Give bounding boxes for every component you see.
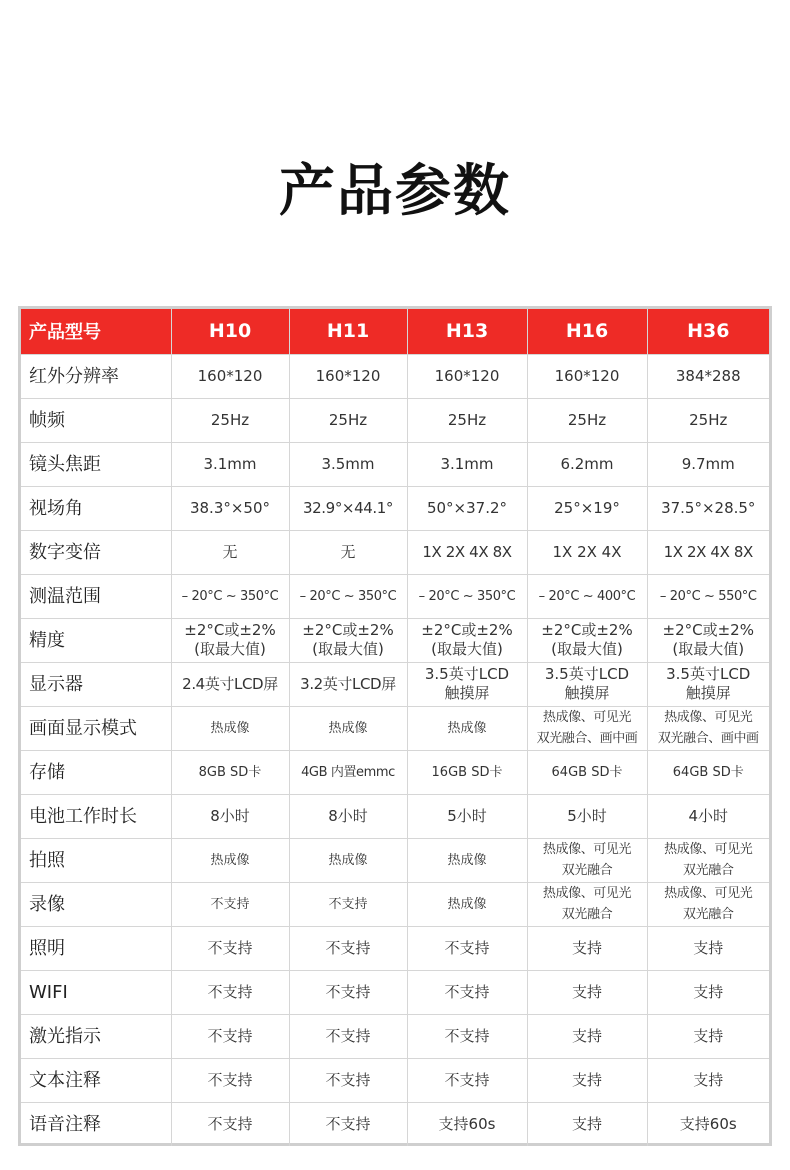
table-cell: 不支持 — [289, 1058, 407, 1102]
cell-line: ±2°C或±2% — [184, 621, 276, 639]
row-label: 拍照 — [21, 838, 171, 882]
cell-line: 热成像 — [447, 720, 487, 736]
table-row — [21, 398, 769, 442]
row-label: 显示器 — [21, 662, 171, 706]
cell-line: 热成像、可见光 — [542, 710, 632, 725]
table-cell: 不支持 — [289, 926, 407, 970]
table-cell — [647, 882, 769, 926]
table-cell: 5小时 — [527, 794, 647, 838]
table-cell: 25Hz — [407, 398, 527, 442]
cell-line: 双光融合 — [561, 863, 613, 878]
table-cell: 无 — [289, 530, 407, 574]
table-cell: 64GB SD卡 — [527, 750, 647, 794]
table-row — [21, 662, 769, 706]
table-cell: 支持 — [647, 1058, 769, 1102]
table-cell: 支持 — [647, 1014, 769, 1058]
table-cell — [407, 618, 527, 662]
table-cell: 不支持 — [289, 1014, 407, 1058]
table-cell: 25Hz — [647, 398, 769, 442]
cell-line: (取最大值) — [551, 640, 623, 658]
table-cell: 8小时 — [171, 794, 289, 838]
header-model-label: 产品型号 — [21, 309, 171, 354]
table-row — [21, 618, 769, 662]
table-cell — [527, 662, 647, 706]
table-cell: – 20°C ~ 400°C — [527, 574, 647, 618]
cell-line: 触摸屏 — [564, 684, 610, 702]
cell-line: 双光融合 — [561, 907, 613, 922]
row-label: 文本注释 — [21, 1058, 171, 1102]
cell-line: 热成像 — [328, 720, 368, 736]
cell-line: 2.4英寸LCD屏 — [182, 674, 278, 693]
row-label: 精度 — [21, 618, 171, 662]
table-cell: 37.5°×28.5° — [647, 486, 769, 530]
table-row — [21, 882, 769, 926]
cell-line: 热成像 — [328, 852, 368, 868]
table-row — [21, 486, 769, 530]
cell-line: 3.5英寸LCD — [666, 665, 751, 683]
row-label: 数字变倍 — [21, 530, 171, 574]
cell-line: (取最大值) — [194, 640, 266, 658]
table-cell: – 20°C ~ 350°C — [407, 574, 527, 618]
table-cell: 16GB SD卡 — [407, 750, 527, 794]
cell-line: ±2°C或±2% — [421, 621, 513, 639]
cell-line: ±2°C或±2% — [302, 621, 394, 639]
table-row — [21, 970, 769, 1014]
table-cell — [289, 838, 407, 882]
table-cell — [407, 838, 527, 882]
header-model-h10: H10 — [171, 309, 289, 354]
table-cell: 支持 — [527, 1014, 647, 1058]
table-cell — [289, 662, 407, 706]
table-header-row — [21, 309, 769, 354]
cell-line: 双光融合、画中画 — [536, 731, 638, 746]
spec-table — [21, 309, 769, 1146]
table-row — [21, 574, 769, 618]
cell-line: (取最大值) — [431, 640, 503, 658]
cell-line: ±2°C或±2% — [541, 621, 633, 639]
table-cell — [171, 662, 289, 706]
row-label: 红外分辨率 — [21, 354, 171, 398]
table-cell — [407, 662, 527, 706]
cell-line: 热成像、可见光 — [664, 710, 753, 725]
table-cell — [647, 706, 769, 750]
header-model-h13: H13 — [407, 309, 527, 354]
row-label: 测温范围 — [21, 574, 171, 618]
table-cell: 25Hz — [171, 398, 289, 442]
table-cell: 支持 — [647, 926, 769, 970]
table-row — [21, 794, 769, 838]
table-cell: 支持 — [527, 1058, 647, 1102]
table-row — [21, 750, 769, 794]
cell-line: 热成像 — [447, 896, 487, 912]
table-cell: 64GB SD卡 — [647, 750, 769, 794]
cell-line: 3.5英寸LCD — [544, 665, 630, 683]
table-cell — [171, 618, 289, 662]
table-row — [21, 926, 769, 970]
table-cell — [407, 882, 527, 926]
table-cell: 4小时 — [647, 794, 769, 838]
cell-line: 热成像 — [210, 852, 250, 868]
table-cell — [289, 618, 407, 662]
cell-line: 双光融合 — [683, 907, 734, 922]
table-cell: 不支持 — [407, 1058, 527, 1102]
table-cell: 支持 — [527, 1102, 647, 1146]
table-cell: 支持60s — [679, 1114, 737, 1133]
table-cell: 50°×37.2° — [407, 486, 527, 530]
table-row — [21, 1058, 769, 1102]
row-label: WIFI — [21, 970, 171, 1014]
table-cell: 8小时 — [289, 794, 407, 838]
table-cell: 支持 — [527, 926, 647, 970]
table-row — [21, 838, 769, 882]
table-cell: 不支持 — [289, 1102, 407, 1146]
row-label: 录像 — [21, 882, 171, 926]
cell-line: (取最大值) — [672, 640, 745, 658]
table-cell — [647, 838, 769, 882]
cell-line: 热成像 — [447, 852, 487, 868]
table-cell — [527, 882, 647, 926]
row-label: 帧频 — [21, 398, 171, 442]
table-cell: 160*120 — [527, 354, 647, 398]
table-cell: 384*288 — [647, 354, 769, 398]
table-cell: 支持60s — [407, 1102, 527, 1146]
table-cell: 25Hz — [289, 398, 407, 442]
table-cell: – 20°C ~ 350°C — [171, 574, 289, 618]
table-cell: 3.1mm — [407, 442, 527, 486]
table-cell — [407, 706, 527, 750]
table-cell — [171, 706, 289, 750]
table-row — [21, 1102, 769, 1146]
cell-line: ±2°C或±2% — [662, 621, 754, 639]
table-cell — [527, 838, 647, 882]
table-cell: 160*120 — [407, 354, 527, 398]
table-cell: – 20°C ~ 350°C — [289, 574, 407, 618]
cell-line: 触摸屏 — [685, 684, 731, 702]
table-cell — [289, 882, 407, 926]
table-cell: 5小时 — [407, 794, 527, 838]
cell-line: 热成像、可见光 — [542, 842, 632, 857]
table-cell: 不支持 — [171, 1102, 289, 1146]
table-cell: 不支持 — [407, 970, 527, 1014]
page-title: 产品参数 — [279, 159, 511, 224]
cell-line: 双光融合、画中画 — [657, 731, 759, 746]
cell-line: 热成像 — [210, 720, 250, 736]
spec-table-frame — [18, 306, 772, 1146]
table-row — [21, 1014, 769, 1058]
row-label: 存储 — [21, 750, 171, 794]
table-cell — [171, 838, 289, 882]
row-label: 视场角 — [21, 486, 171, 530]
row-label: 照明 — [21, 926, 171, 970]
table-cell: 8GB SD卡 — [171, 750, 289, 794]
table-cell: 不支持 — [407, 926, 527, 970]
row-label: 画面显示模式 — [21, 706, 171, 750]
table-cell: 32.9°×44.1° — [289, 486, 407, 530]
table-cell: – 20°C ~ 550°C — [647, 574, 769, 618]
cell-line: 触摸屏 — [444, 684, 490, 702]
table-cell: 4GB 内置emmc — [289, 750, 407, 794]
table-cell: 支持 — [647, 970, 769, 1014]
table-cell: 38.3°×50° — [171, 486, 289, 530]
table-cell: 9.7mm — [647, 442, 769, 486]
cell-line: 3.5英寸LCD — [424, 665, 510, 683]
table-cell: 3.1mm — [171, 442, 289, 486]
header-model-h36: H36 — [647, 309, 769, 354]
table-cell: 不支持 — [171, 926, 289, 970]
table-cell: 无 — [171, 530, 289, 574]
cell-line: 热成像、可见光 — [542, 886, 632, 901]
table-cell — [527, 618, 647, 662]
table-cell: 1X 2X 4X — [527, 530, 647, 574]
table-cell: 3.5mm — [289, 442, 407, 486]
table-cell: 1X 2X 4X 8X — [407, 530, 527, 574]
table-row — [21, 706, 769, 750]
header-model-h11: H11 — [289, 309, 407, 354]
cell-line: (取最大值) — [312, 640, 384, 658]
table-row — [21, 354, 769, 398]
table-cell: 不支持 — [407, 1014, 527, 1058]
table-cell — [647, 618, 769, 662]
cell-line: 不支持 — [328, 896, 368, 912]
table-cell: 支持 — [527, 970, 647, 1014]
header-model-h16: H16 — [527, 309, 647, 354]
row-label: 镜头焦距 — [21, 442, 171, 486]
table-cell: 25°×19° — [527, 486, 647, 530]
table-row — [21, 442, 769, 486]
table-cell: 25Hz — [527, 398, 647, 442]
table-row — [21, 530, 769, 574]
table-cell: 不支持 — [171, 1014, 289, 1058]
table-cell: 不支持 — [171, 1058, 289, 1102]
table-cell: 不支持 — [289, 970, 407, 1014]
cell-line: 热成像、可见光 — [664, 842, 753, 857]
row-label: 激光指示 — [21, 1014, 171, 1058]
cell-line: 不支持 — [210, 896, 250, 912]
table-cell: 不支持 — [171, 970, 289, 1014]
cell-line: 双光融合 — [683, 863, 734, 878]
row-label: 电池工作时长 — [21, 794, 171, 838]
table-cell — [527, 706, 647, 750]
table-cell — [647, 662, 769, 706]
table-cell — [289, 706, 407, 750]
table-cell: 6.2mm — [527, 442, 647, 486]
row-label: 语音注释 — [21, 1102, 171, 1146]
table-cell — [171, 882, 289, 926]
table-cell: 160*120 — [171, 354, 289, 398]
cell-line: 3.2英寸LCD屏 — [300, 674, 396, 693]
cell-line: 热成像、可见光 — [664, 886, 753, 901]
table-cell: 1X 2X 4X 8X — [647, 530, 769, 574]
table-cell: 160*120 — [289, 354, 407, 398]
